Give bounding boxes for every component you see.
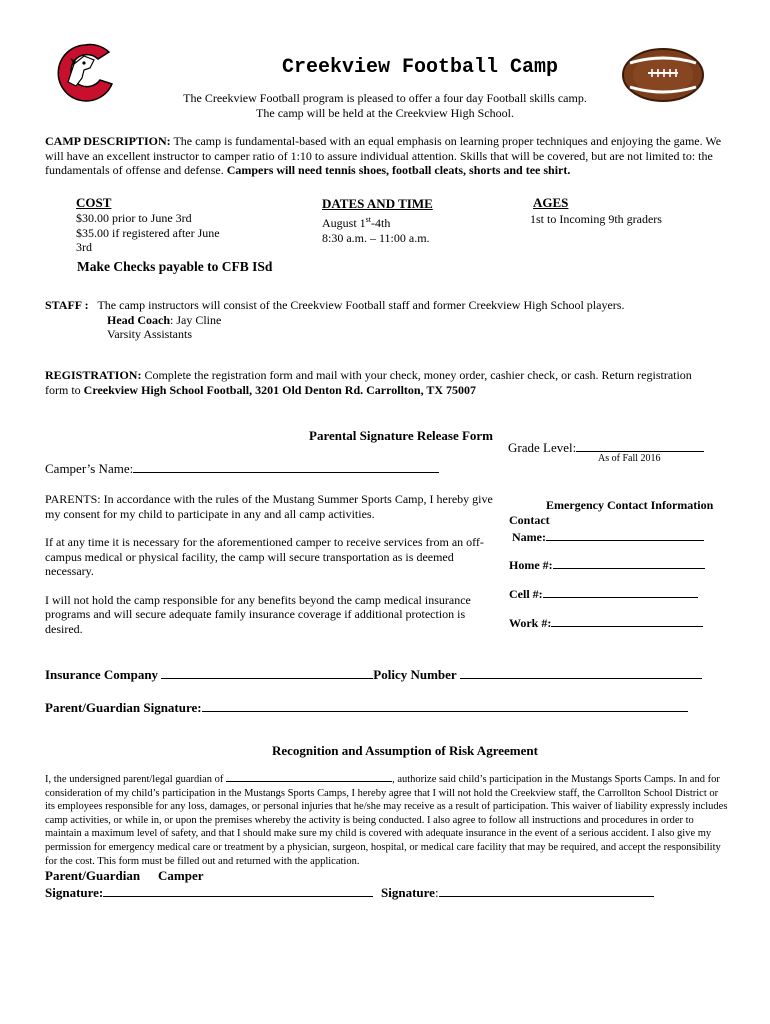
head-coach: Head Coach: Jay Cline xyxy=(107,312,222,327)
intro-line-2: The camp will be held at the Creekview High School. xyxy=(256,105,514,120)
staff-line: STAFF : The camp instructors will consist of the Creekview Football staff and former Creekview High School players. xyxy=(45,298,625,312)
camper-label: Camper xyxy=(158,868,204,883)
work-phone-field[interactable]: Work #: xyxy=(509,614,703,631)
cost-line-1: $30.00 prior to June 3rd xyxy=(76,211,192,225)
ages-heading: AGES xyxy=(533,195,569,210)
emergency-heading: Emergency Contact Information xyxy=(546,498,714,512)
release-paragraph-1: PARENTS: In accordance with the rules of the Mustang Summer Sports Camp, I hereby give my consent for my child to participate in any and all camp activities. xyxy=(45,492,493,521)
insurance-company-field[interactable]: Insurance Company Policy Number xyxy=(45,666,702,683)
camper-name-field[interactable]: Camper’s Name: xyxy=(45,460,439,477)
camp-description-label: CAMP DESCRIPTION: xyxy=(45,134,171,148)
camp-description xyxy=(45,134,725,178)
page-title: Creekview Football Camp xyxy=(281,56,559,79)
assistants: Varsity Assistants xyxy=(107,327,193,341)
intro-line-1: The Creekview Football program is pleased to offer a four day Football skills camp. xyxy=(183,91,587,105)
registration: REGISTRATION: Complete the registration form and mail with your check, money order, cashier check, or cash. Return registration form to Creekview High School Football, 3201 Old Denton Rd. Carrollton, TX 75007 xyxy=(45,368,692,397)
dates-date: August 1st-4th xyxy=(322,215,391,230)
grade-level[interactable]: Grade Level: xyxy=(508,439,704,456)
release-heading: Parental Signature Release Form xyxy=(309,428,494,443)
risk-heading: Recognition and Assumption of Risk Agreement xyxy=(272,743,538,758)
ages-text: 1st to Incoming 9th graders xyxy=(530,212,662,226)
camper-signature-field[interactable]: Signature: xyxy=(381,884,654,901)
dates-time: 8:30 a.m. – 11:00 a.m. xyxy=(322,230,430,245)
release-paragraph-3: I will not hold the camp responsible for any benefits beyond the camp medical insurance programs and will secure adequate family insurance coverage if additional protection is desired. xyxy=(45,592,471,636)
guardian-signature-field[interactable]: Parent/Guardian Signature: xyxy=(45,868,373,901)
cell-phone-field[interactable]: Cell #: xyxy=(509,585,698,602)
cost-heading: COST xyxy=(76,195,112,210)
cost-line-3: 3rd xyxy=(76,240,92,254)
contact-name-field[interactable]: Name: xyxy=(512,528,704,545)
release-paragraph-2: If at any time it is necessary for the aforementioned camper to receive services from an off-campus medical or physical facility, the camp will secure transportation as is deemed necessary. xyxy=(45,535,484,578)
cost-line-2: $35.00 if registered after June xyxy=(76,225,220,240)
risk-text: I, the undersigned parent/legal guardian of , authorize said child’s participation in the Mustangs Sports Camps. In and for consideration of my child’s participation in the Mustangs Sports Camps, I hereby agree that I will not hold the Creekview staff, the Carrollton School District or its employees responsible for any loss, damages, or personal injuries that he/she may receive as a result of participation. This waiver of liability expressly includes camp activities, or while in, or upon the premises whereby the activity is being conducted. I also agree to follow all instructions and procedures in order to maintain a maximum level of safety, and that I should make sure my child is covered with adequate insurance in the event of a serious accident. I also give my permission for emergency medical care or treatment by a physician, surgeon, hospital, or medical care facility that may be required, and accept the responsibility for the cost. This form must be filled out and returned with the application. xyxy=(45,771,729,868)
contact-label: Contact xyxy=(509,513,550,527)
camp-description-requirements: Campers will need tennis shoes, football cleats, shorts and tee shirt. xyxy=(226,163,571,177)
as-of-note: As of Fall 2016 xyxy=(598,453,661,464)
dates-heading: DATES AND TIME xyxy=(322,196,433,211)
home-phone-field[interactable]: Home #: xyxy=(509,556,705,573)
camp-description-text: The camp is fundamental-based with an equal emphasis on learning proper techniques and enjoying the game. We will have an excellent instructor to camper ratio of 1:10 to assure individual attention. Skills that will be covered, but are not limited to: the fundamentals of offense and defense. xyxy=(45,134,722,177)
checks-payable: Make Checks payable to CFB ISd xyxy=(77,259,273,274)
parent-signature-field[interactable]: Parent/Guardian Signature: xyxy=(45,699,688,716)
